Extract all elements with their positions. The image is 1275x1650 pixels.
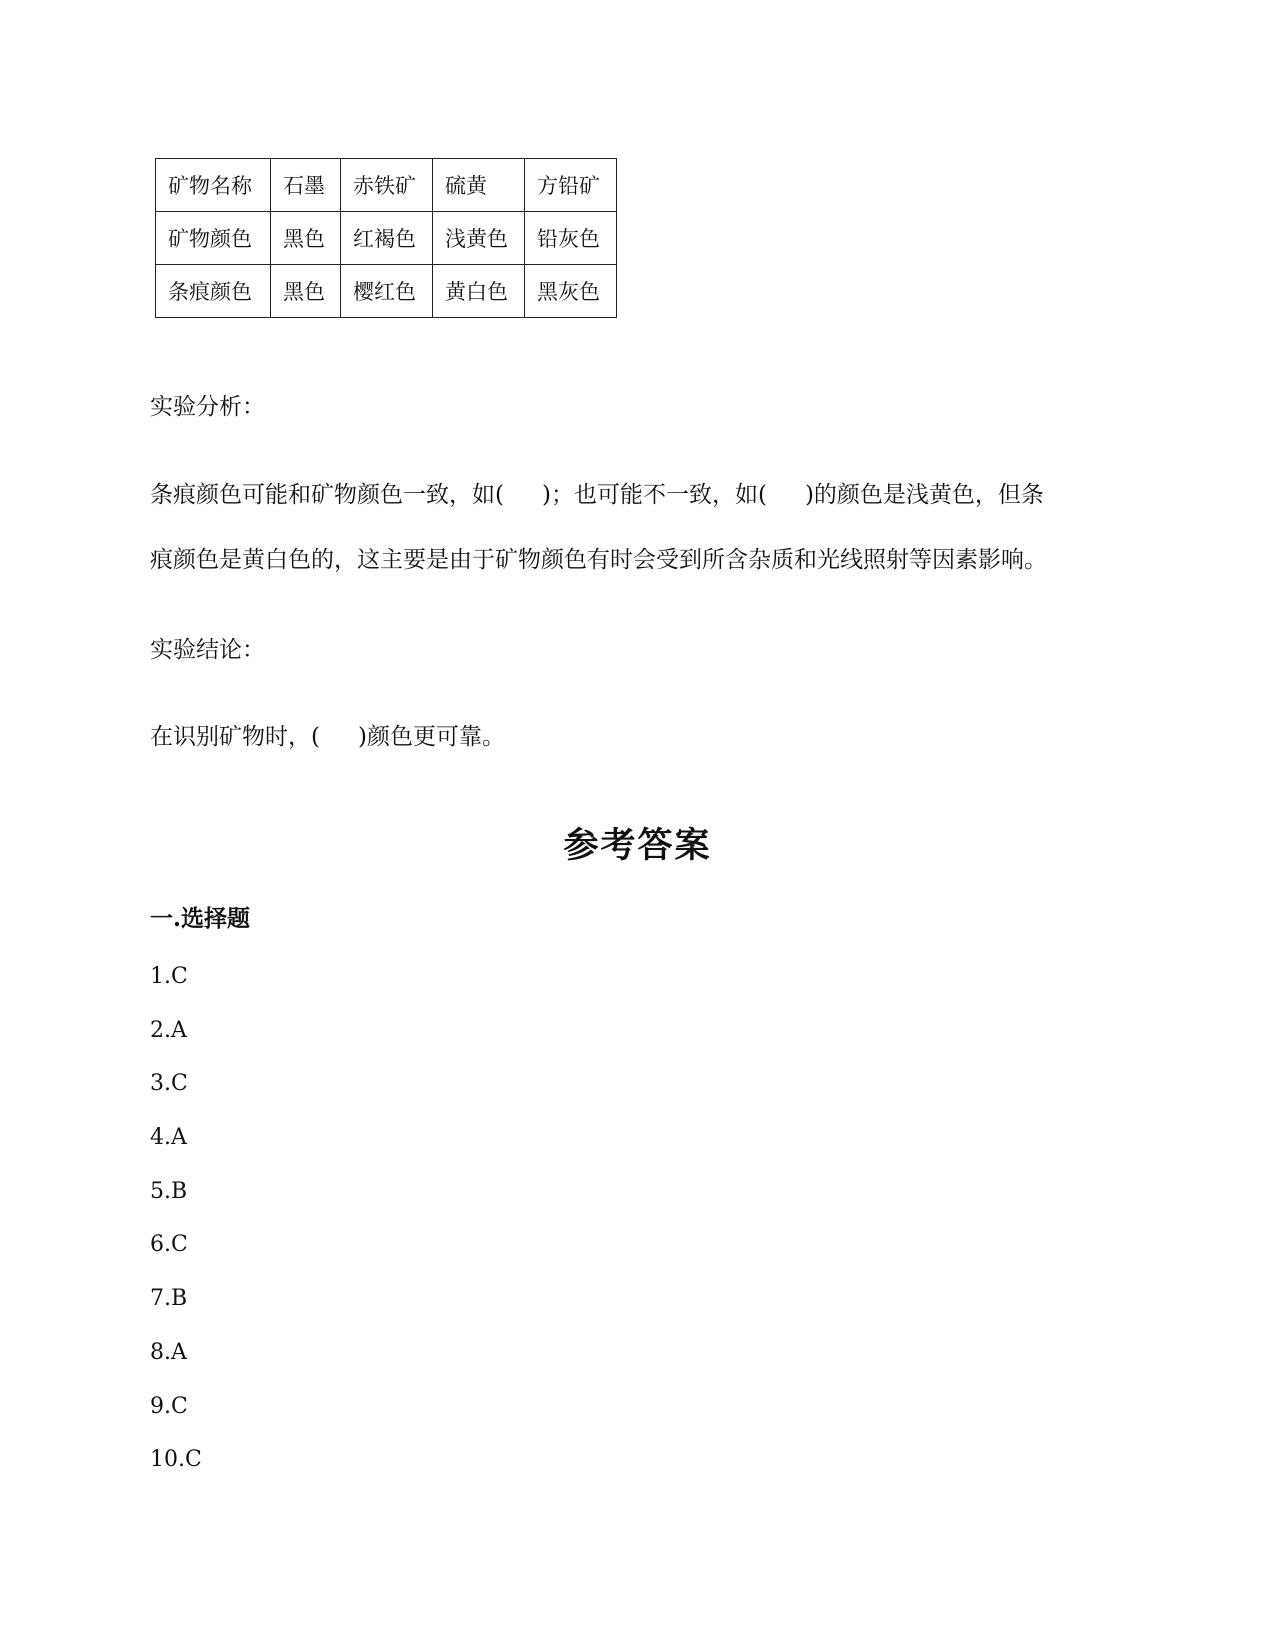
- table-cell: 条痕颜色: [156, 265, 271, 318]
- mineral-table: [155, 158, 617, 318]
- table-cell: 黄白色: [433, 265, 525, 318]
- answer-item: 2.A: [150, 1017, 187, 1043]
- answer-item: 3.C: [150, 1071, 188, 1097]
- table-cell: 红褐色: [341, 212, 433, 265]
- conclusion-text: )颜色更可靠。: [357, 724, 505, 750]
- table-cell: 黑色: [271, 265, 341, 318]
- table-row: [156, 159, 617, 212]
- table-cell: 矿物颜色: [156, 212, 271, 265]
- answer-key-title: 参考答案: [563, 825, 712, 866]
- answer-item: 5.B: [150, 1178, 188, 1204]
- section-title: 一.选择题: [150, 905, 251, 932]
- table-cell: 樱红色: [341, 265, 433, 318]
- table-row: [156, 265, 617, 318]
- answer-item: 10.C: [150, 1447, 202, 1473]
- answer-item: 6.C: [150, 1232, 188, 1258]
- answer-item: 7.B: [150, 1286, 188, 1312]
- conclusion-line: [150, 718, 505, 751]
- table-cell: 矿物名称: [156, 159, 271, 212]
- conclusion-heading: 实验结论：: [150, 637, 265, 663]
- analysis-text: )；也可能不一致，如(: [541, 482, 767, 508]
- analysis-text: )的颜色是浅黄色，但条: [804, 482, 1044, 508]
- table-cell: 硫黄: [433, 159, 525, 212]
- answer-item: 8.A: [150, 1339, 187, 1365]
- table-cell: 黑灰色: [525, 265, 617, 318]
- analysis-line-2: 痕颜色是黄白色的，这主要是由于矿物颜色有时会受到所含杂质和光线照射等因素影响。: [150, 547, 1047, 573]
- table-cell: 黑色: [271, 212, 341, 265]
- table-cell: 浅黄色: [433, 212, 525, 265]
- table-cell: 方铅矿: [525, 159, 617, 212]
- table-row: [156, 212, 617, 265]
- analysis-line-1: [150, 476, 1044, 509]
- analysis-heading: 实验分析：: [150, 394, 265, 420]
- table-cell: 赤铁矿: [341, 159, 433, 212]
- answer-item: 1.C: [150, 964, 188, 989]
- answer-list: [150, 962, 202, 1499]
- table-cell: 铅灰色: [525, 212, 617, 265]
- conclusion-text: 在识别矿物时，(: [150, 724, 320, 750]
- answer-item: 4.A: [150, 1125, 187, 1151]
- answer-item: 9.C: [150, 1393, 188, 1419]
- table-cell: 石墨: [271, 159, 341, 212]
- analysis-text: 条痕颜色可能和矿物颜色一致，如(: [150, 482, 504, 508]
